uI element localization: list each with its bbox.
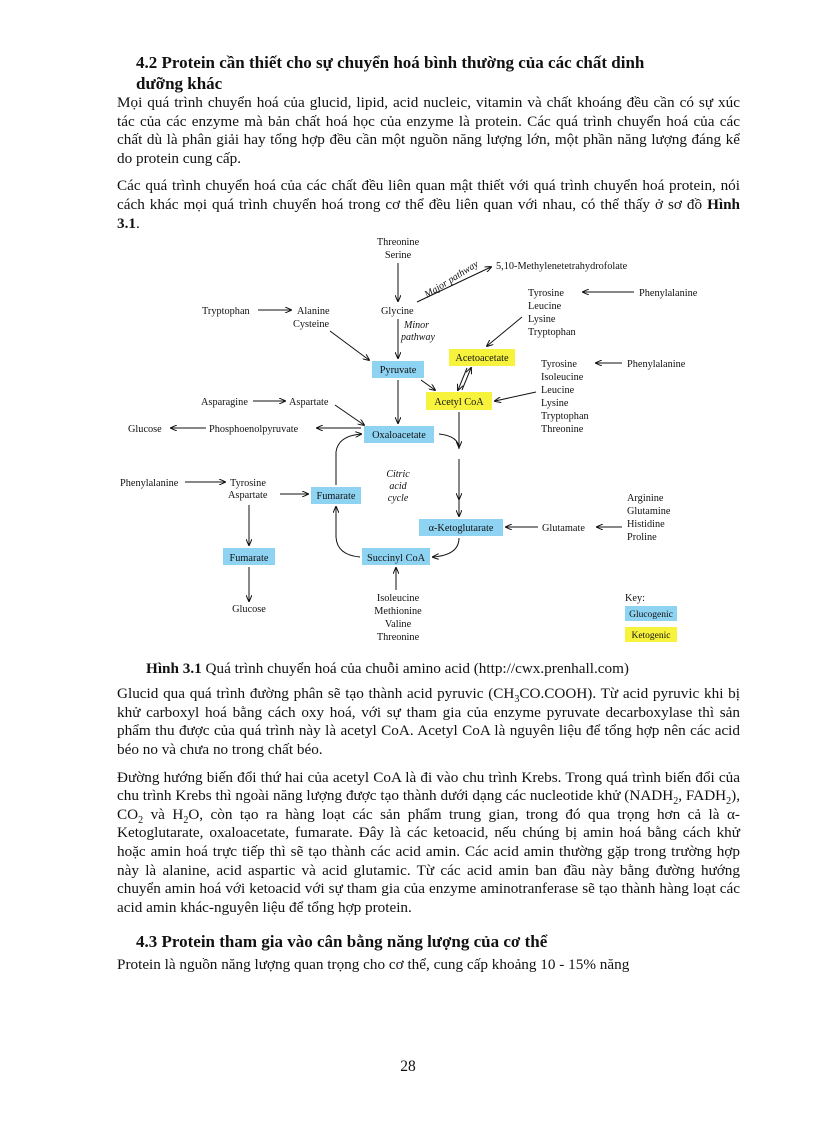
page-content	[117, 52, 740, 975]
p4-text-c: ), CO	[117, 787, 740, 823]
label-acetoacetate: Acetoacetate	[455, 353, 509, 365]
paragraph-2	[117, 177, 740, 233]
ile-group-item: Isoleucine	[376, 593, 420, 605]
ile-group-item: Threonine	[376, 632, 420, 644]
p4-sub-4: 2	[183, 814, 189, 826]
label-methylene: 5,10-Methylenetetrahydrofolate	[496, 261, 628, 273]
arrow-acetoacetate-acetyl-b	[462, 368, 471, 390]
tyr-group2-item: Tyrosine	[541, 359, 577, 371]
p4-sub-2: 2	[726, 796, 732, 808]
arrow-oxaloacetate-cycle	[439, 434, 459, 449]
tyr-group2-item: Lysine	[541, 398, 569, 410]
tyr-group1-item: Tryptophan	[528, 327, 576, 339]
label-asparagine: Asparagine	[201, 397, 248, 409]
p4-sub-1: 2	[673, 796, 679, 808]
label-minor-1: Minor	[404, 320, 429, 332]
tyr-group2-item: Leucine	[541, 385, 575, 397]
p4-sub-3: 2	[138, 814, 144, 826]
tyrosine-group-2	[541, 359, 589, 435]
metabolism-diagram	[117, 237, 740, 657]
arg-group-item: Arginine	[627, 493, 664, 505]
isoleucine-group	[374, 593, 422, 643]
label-succinyl-coa: Succinyl CoA	[366, 553, 426, 565]
tyr-group2-item: Isoleucine	[541, 372, 584, 384]
label-serine-top: Serine	[384, 250, 412, 262]
paragraph-2-text: Các quá trình chuyển hoá của các chất đều liên quan mật thiết với quá trình chuyển hoá protein, nói cách khác mọi quá trình chuyển hoá trong cơ thể đều liên quan với nhau, có thể thấy ở sơ đồ	[117, 177, 740, 213]
p3-subscript: 3	[514, 694, 520, 706]
section-4-3-title: 4.3 Protein tham gia vào cân bằng năng lượng của cơ thể	[136, 932, 548, 952]
label-acetyl-coa: Acetyl CoA	[434, 397, 484, 409]
key-ketogenic-label: Ketogenic	[631, 631, 671, 642]
key-title: Key:	[625, 593, 646, 605]
p4-text-a: Đường hướng biến đổi thứ hai của acetyl CoA là đi vào chu trình Krebs. Trong quá trình biến đổi của chu trình Krebs thì ngoài năng lượng được tạo thành dưới dạng các nucleotide khử (NADH	[117, 768, 740, 805]
label-minor-2: pathway	[401, 332, 435, 344]
tyr-group1-item: Leucine	[528, 301, 562, 313]
label-alanine: Alanine	[297, 306, 330, 318]
label-aspartate-2: Aspartate	[228, 490, 268, 502]
tyr-group2-item: Tryptophan	[541, 411, 589, 423]
label-pyruvate: Pyruvate	[379, 365, 417, 377]
section-title-line1: 4.2 Protein cần thiết cho sự chuyển hoá bình thường của các chất dinh	[136, 53, 645, 72]
tyr-group1-item: Tyrosine	[528, 288, 564, 300]
label-aspartate: Aspartate	[289, 397, 329, 409]
arginine-group	[627, 493, 671, 543]
page-number: 28	[400, 1058, 416, 1075]
paragraph-1: Mọi quá trình chuyển hoá của glucid, lipid, acid nucleic, vitamin và chất khoáng đều cần có sự xúc tác của các enzyme mà bản chất hoá học của enzyme là protein. Các quá trình chuyển hoá của các chất dù là phân giải hay tổng hợp đều cần một nguồn năng lượng lớn, một phần năng lượng đáng kể do protein cung cấp.	[117, 94, 740, 167]
arrow-aspartate-oxaloacetate	[335, 405, 364, 425]
label-glycine: Glycine	[381, 306, 414, 318]
tyr-group1-item: Lysine	[528, 314, 556, 326]
arg-group-item: Glutamine	[627, 506, 671, 518]
tyrosine-group-1	[528, 288, 576, 338]
caption-text: Quá trình chuyển hoá của chuỗi amino acid (http://cwx.prenhall.com)	[201, 660, 629, 678]
p4-text-e: O, còn tạo ra hàng loạt các sản phẩm trung gian, trong đó qua trọng hơn cả là α-Ketoglutarate, oxaloacetate, fumarate. Đây là các ketoacid, nếu chúng bị amin hoá bằng cách khử hoặc amin hoá trực tiếp thì sẽ tạo thành các acid amin. Các acid amin thường gặp trong trường hợp này là alanine, acid aspartic và acid glutamic. Từ các acid amin ban đầu này bằng đường hướng chuyển amin hoá với ketoacid với sự tham gia của enzyme aminotranferase sẽ tạo thành hàng loạt các acid amin khác-nguyên liệu để tổng hợp protein.	[117, 805, 740, 916]
arrow-pyruvate-acetyl	[421, 380, 435, 390]
label-fumarate-2: Fumarate	[229, 553, 269, 565]
ile-group-item: Valine	[384, 619, 412, 631]
label-threonine-top: Threonine	[376, 237, 420, 249]
tyr-group2-item: Threonine	[541, 424, 584, 436]
label-phenylalanine-3: Phenylalanine	[120, 478, 179, 490]
p4-text-b: , FADH	[678, 787, 727, 805]
label-ketoglutarate: α-Ketoglutarate	[428, 523, 494, 535]
section-4-2-title	[117, 52, 740, 94]
label-fumarate-1: Fumarate	[316, 491, 356, 503]
label-glucose-2: Glucose	[232, 604, 266, 616]
label-cysteine: Cysteine	[293, 319, 330, 331]
arrow-succinyl-fumarate	[336, 507, 360, 557]
label-tyrosine-3: Tyrosine	[230, 478, 266, 490]
label-glutamate: Glutamate	[542, 523, 585, 535]
label-citric-1: Citric	[386, 469, 410, 481]
key-glucogenic-label: Glucogenic	[629, 610, 673, 621]
paragraph-2-end: .	[135, 214, 140, 232]
arrow-group1-acetoacetate	[487, 317, 522, 346]
p4-text-d: và H	[143, 805, 184, 823]
arrow-alanine-pyruvate	[330, 331, 369, 360]
label-pep: Phosphoenolpyruvate	[209, 424, 299, 436]
caption-label: Hình 3.1	[146, 660, 202, 678]
arg-group-item: Histidine	[627, 519, 665, 531]
figure-caption	[117, 659, 740, 679]
label-tryptophan: Tryptophan	[202, 306, 250, 318]
p3-text-b: CO.COOH). Từ acid pyruvic khi bị khử carboxyl hoá bằng cách oxy hoá, với sự tham gia của enzyme pyruvate decarboxylase thì sản phẩm thu được của quá trình này là acetyl CoA. Acetyl CoA là nguyên liệu để tổng hợp nên các acid béo no và chưa no trong chất béo.	[117, 685, 740, 758]
paragraph-5: Protein là nguồn năng lượng quan trọng cho cơ thể, cung cấp khoảng 10 - 15% năng	[117, 956, 630, 974]
arrow-fumarate-oxaloacetate	[336, 434, 361, 485]
arrow-acetoacetate-acetyl-a	[458, 368, 467, 390]
p3-text-a: Glucid qua quá trình đường phân sẽ tạo thành acid pyruvic (CH	[117, 685, 515, 703]
arrow-akg-succinyl	[433, 538, 459, 557]
arrow-group2-acetyl	[495, 392, 536, 401]
label-phenylalanine-1: Phenylalanine	[639, 288, 698, 300]
figure-reference: Hình 3.1	[117, 195, 740, 232]
label-oxaloacetate: Oxaloacetate	[372, 430, 426, 442]
label-citric-2: acid	[389, 481, 407, 493]
label-citric-3: cycle	[387, 493, 409, 505]
label-phenylalanine-2: Phenylalanine	[627, 359, 686, 371]
figure-3-1-diagram	[117, 237, 740, 657]
ile-group-item: Methionine	[374, 606, 422, 618]
section-title-line2: dưỡng khác	[136, 74, 223, 93]
label-glucose-1: Glucose	[128, 424, 162, 436]
paragraph-4	[117, 769, 740, 918]
arg-group-item: Proline	[627, 532, 657, 544]
paragraph-3	[117, 685, 740, 759]
label-major-pathway: Major pathway	[422, 258, 481, 301]
